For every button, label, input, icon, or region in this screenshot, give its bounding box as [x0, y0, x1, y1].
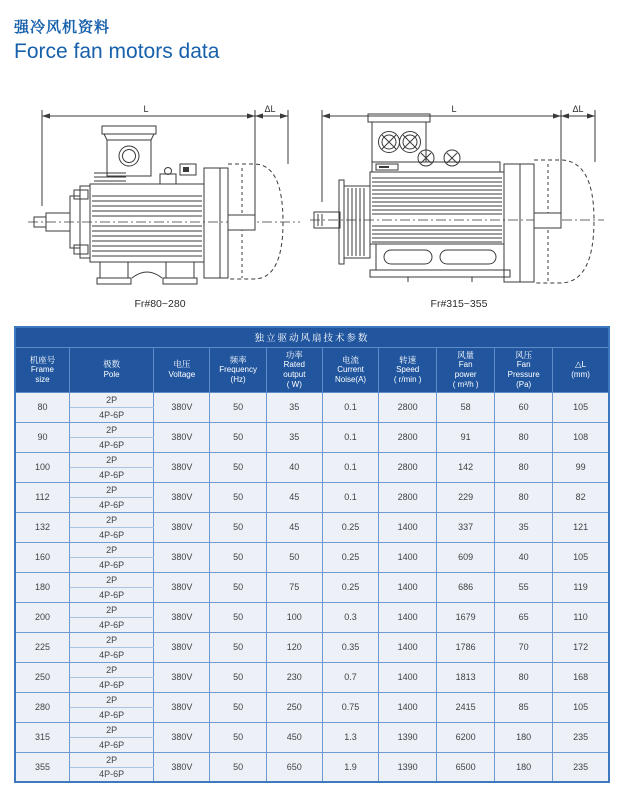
motor-outline-drawing-large-icon [308, 102, 610, 294]
cell-delta-l: 99 [553, 452, 609, 482]
cell-delta-l: 105 [553, 692, 609, 722]
cell-fan-pressure: 40 [495, 542, 553, 572]
cell-current: 0.75 [322, 692, 378, 722]
column-header-line: 频率 [229, 354, 247, 365]
column-header-line: 极数 [103, 359, 121, 370]
cell-fan-pressure: 85 [495, 692, 553, 722]
cell-frequency: 50 [210, 542, 266, 572]
cell-pole-4p6p: 4P-6P [69, 527, 153, 542]
cell-pole-4p6p: 4P-6P [69, 767, 153, 782]
cell-voltage: 380V [154, 512, 210, 542]
table-row-frame-225 [15, 632, 609, 647]
cell-speed: 1390 [379, 752, 437, 782]
column-header-frame [15, 347, 69, 392]
cell-frequency: 50 [210, 752, 266, 782]
cell-current: 0.25 [322, 572, 378, 602]
column-header-line: (Pa) [516, 379, 532, 389]
cell-fan-power: 91 [437, 422, 495, 452]
cell-fan-pressure: 70 [495, 632, 553, 662]
column-header-line: Frame [30, 365, 55, 375]
column-header-line: ( m³/h ) [452, 379, 479, 389]
column-header-line: Fan [458, 360, 473, 370]
cell-frame-size: 200 [15, 602, 69, 632]
cell-rated-output: 75 [266, 572, 322, 602]
cell-frequency: 50 [210, 452, 266, 482]
cell-frame-size: 80 [15, 392, 69, 422]
cell-pole-2p: 2P [69, 452, 153, 467]
cell-pole-2p: 2P [69, 662, 153, 677]
cell-delta-l: 105 [553, 392, 609, 422]
column-header-line: output [283, 370, 306, 380]
cell-delta-l: 82 [553, 482, 609, 512]
cell-fan-power: 2415 [437, 692, 495, 722]
cell-fan-power: 229 [437, 482, 495, 512]
cell-pole-2p: 2P [69, 512, 153, 527]
cell-fan-pressure: 180 [495, 752, 553, 782]
cell-voltage: 380V [154, 452, 210, 482]
cell-fan-power: 609 [437, 542, 495, 572]
cell-pole-2p: 2P [69, 392, 153, 407]
cell-pole-4p6p: 4P-6P [69, 647, 153, 662]
cell-fan-power: 6200 [437, 722, 495, 752]
cell-delta-l: 121 [553, 512, 609, 542]
cell-speed: 1400 [379, 602, 437, 632]
cell-voltage: 380V [154, 752, 210, 782]
cell-frame-size: 225 [15, 632, 69, 662]
table-row-frame-280 [15, 692, 609, 707]
cell-delta-l: 235 [553, 752, 609, 782]
cell-frame-size: 100 [15, 452, 69, 482]
cell-fan-power: 1813 [437, 662, 495, 692]
cell-pole-2p: 2P [69, 692, 153, 707]
cell-speed: 2800 [379, 392, 437, 422]
cell-rated-output: 45 [266, 482, 322, 512]
drawings-section [14, 102, 610, 310]
drawing-caption-small: Fr#80~280 [134, 298, 186, 310]
cell-frame-size: 315 [15, 722, 69, 752]
cell-current: 0.7 [322, 662, 378, 692]
cell-delta-l: 105 [553, 542, 609, 572]
motor-drawing-fr80-280 [14, 102, 306, 310]
cell-speed: 2800 [379, 482, 437, 512]
cell-current: 0.25 [322, 512, 378, 542]
column-header-line: 风量 [457, 349, 475, 360]
cell-rated-output: 50 [266, 542, 322, 572]
column-header-rated-output [266, 347, 322, 392]
column-header-current [322, 347, 378, 392]
column-header-line: 风压 [515, 349, 533, 360]
column-header-line: (Hz) [230, 374, 246, 384]
dim-label-delta-l: ΔL [264, 104, 276, 114]
cell-speed: 1400 [379, 512, 437, 542]
table-row-frame-180 [15, 572, 609, 587]
cell-pole-4p6p: 4P-6P [69, 497, 153, 512]
cell-delta-l: 108 [553, 422, 609, 452]
table-row-frame-250 [15, 662, 609, 677]
cell-voltage: 380V [154, 482, 210, 512]
cell-pole-4p6p: 4P-6P [69, 587, 153, 602]
cell-frequency: 50 [210, 512, 266, 542]
cell-pole-4p6p: 4P-6P [69, 707, 153, 722]
cell-fan-pressure: 65 [495, 602, 553, 632]
cell-pole-4p6p: 4P-6P [69, 677, 153, 692]
cell-fan-pressure: 60 [495, 392, 553, 422]
cell-pole-2p: 2P [69, 572, 153, 587]
cell-speed: 1390 [379, 722, 437, 752]
cell-speed: 1400 [379, 542, 437, 572]
cell-voltage: 380V [154, 692, 210, 722]
column-header-line: 机座号 [29, 354, 56, 365]
cell-pole-4p6p: 4P-6P [69, 407, 153, 422]
cell-delta-l: 119 [553, 572, 609, 602]
cell-delta-l: 168 [553, 662, 609, 692]
cell-speed: 2800 [379, 422, 437, 452]
cell-current: 0.1 [322, 392, 378, 422]
cell-fan-pressure: 80 [495, 452, 553, 482]
cell-rated-output: 100 [266, 602, 322, 632]
cell-pole-4p6p: 4P-6P [69, 557, 153, 572]
column-header-pole [69, 347, 153, 392]
cell-pole-2p: 2P [69, 422, 153, 437]
cell-current: 0.1 [322, 422, 378, 452]
column-header-line: Pole [103, 370, 120, 380]
cell-fan-pressure: 180 [495, 722, 553, 752]
column-header-line: ( W) [286, 379, 302, 389]
cell-frame-size: 250 [15, 662, 69, 692]
table-row-frame-90 [15, 422, 609, 437]
cell-voltage: 380V [154, 662, 210, 692]
cell-frame-size: 280 [15, 692, 69, 722]
cell-rated-output: 35 [266, 392, 322, 422]
table-row-frame-80 [15, 392, 609, 407]
dim-label-delta-l: ΔL [572, 104, 584, 114]
column-header-line: size [35, 374, 50, 384]
table-row-frame-132 [15, 512, 609, 527]
table-row-frame-355 [15, 752, 609, 767]
cell-fan-pressure: 55 [495, 572, 553, 602]
cell-fan-power: 686 [437, 572, 495, 602]
page-title-en: Force fan motors data [14, 40, 220, 63]
cell-pole-4p6p: 4P-6P [69, 437, 153, 452]
cell-fan-power: 58 [437, 392, 495, 422]
page-header [14, 16, 610, 64]
cell-voltage: 380V [154, 392, 210, 422]
cell-pole-2p: 2P [69, 632, 153, 647]
table-row-frame-112 [15, 482, 609, 497]
cell-current: 1.3 [322, 722, 378, 752]
cell-pole-2p: 2P [69, 752, 153, 767]
cell-frequency: 50 [210, 692, 266, 722]
cell-speed: 2800 [379, 452, 437, 482]
cell-voltage: 380V [154, 422, 210, 452]
cell-current: 0.1 [322, 452, 378, 482]
cell-voltage: 380V [154, 572, 210, 602]
cell-fan-power: 142 [437, 452, 495, 482]
dim-label-l: L [451, 104, 457, 114]
cell-pole-2p: 2P [69, 482, 153, 497]
column-header-line: Fan [516, 360, 531, 370]
cell-rated-output: 230 [266, 662, 322, 692]
fan-table-head [15, 327, 609, 392]
table-row-frame-315 [15, 722, 609, 737]
cell-current: 0.35 [322, 632, 378, 662]
cell-rated-output: 250 [266, 692, 322, 722]
cell-frame-size: 160 [15, 542, 69, 572]
column-header-line: power [454, 370, 477, 380]
cell-rated-output: 120 [266, 632, 322, 662]
cell-current: 0.1 [322, 482, 378, 512]
cell-frequency: 50 [210, 422, 266, 452]
column-header-line: Speed [396, 365, 420, 375]
column-header-fan-pressure [495, 347, 553, 392]
cell-voltage: 380V [154, 602, 210, 632]
column-header-delta-l [553, 347, 609, 392]
cell-frequency: 50 [210, 722, 266, 752]
cell-fan-pressure: 35 [495, 512, 553, 542]
cell-frequency: 50 [210, 392, 266, 422]
column-header-frequency [210, 347, 266, 392]
cell-voltage: 380V [154, 632, 210, 662]
column-header-speed [379, 347, 437, 392]
cell-rated-output: 35 [266, 422, 322, 452]
column-header-line: Frequency [219, 365, 257, 375]
cell-pole-2p: 2P [69, 542, 153, 557]
cell-delta-l: 172 [553, 632, 609, 662]
cell-rated-output: 650 [266, 752, 322, 782]
cell-fan-power: 1786 [437, 632, 495, 662]
column-header-line: (mm) [571, 370, 590, 380]
column-header-line: 功率 [285, 349, 303, 360]
cell-frame-size: 355 [15, 752, 69, 782]
cell-pole-4p6p: 4P-6P [69, 467, 153, 482]
cell-delta-l: 110 [553, 602, 609, 632]
cell-frequency: 50 [210, 662, 266, 692]
column-header-line: Noise(A) [334, 374, 367, 384]
page-title-zh: 强冷风机资料 [14, 19, 111, 36]
cell-current: 0.25 [322, 542, 378, 572]
cell-pole-2p: 2P [69, 602, 153, 617]
table-row-frame-200 [15, 602, 609, 617]
cell-fan-power: 6500 [437, 752, 495, 782]
cell-fan-pressure: 80 [495, 662, 553, 692]
table-row-frame-160 [15, 542, 609, 557]
motor-drawing-fr315-355 [308, 102, 610, 310]
column-header-line: ( r/min ) [393, 374, 422, 384]
column-header-line: 转速 [399, 354, 417, 365]
cell-frame-size: 112 [15, 482, 69, 512]
column-header-line: △L [574, 359, 587, 370]
cell-voltage: 380V [154, 542, 210, 572]
fan-table-body [15, 392, 609, 782]
cell-current: 1.9 [322, 752, 378, 782]
drawing-caption-large: Fr#315~355 [430, 298, 488, 310]
cell-fan-power: 1679 [437, 602, 495, 632]
column-header-fan-power [437, 347, 495, 392]
column-header-voltage [154, 347, 210, 392]
cell-speed: 1400 [379, 662, 437, 692]
dim-label-l: L [143, 104, 149, 114]
cell-frequency: 50 [210, 572, 266, 602]
cell-fan-pressure: 80 [495, 482, 553, 512]
motor-outline-drawing-small-icon [14, 102, 306, 294]
cell-speed: 1400 [379, 632, 437, 662]
cell-pole-2p: 2P [69, 722, 153, 737]
column-header-line: Rated [283, 360, 305, 370]
column-header-line: Current [337, 365, 364, 375]
fan-parameters-table [14, 326, 610, 783]
column-header-row [15, 347, 609, 392]
cell-delta-l: 235 [553, 722, 609, 752]
cell-speed: 1400 [379, 572, 437, 602]
cell-rated-output: 45 [266, 512, 322, 542]
cell-frame-size: 180 [15, 572, 69, 602]
cell-fan-pressure: 80 [495, 422, 553, 452]
cell-frame-size: 132 [15, 512, 69, 542]
cell-rated-output: 40 [266, 452, 322, 482]
cell-frequency: 50 [210, 482, 266, 512]
table-title: 独立驱动风扇技术参数 [15, 327, 609, 347]
cell-frame-size: 90 [15, 422, 69, 452]
cell-voltage: 380V [154, 722, 210, 752]
column-header-line: 电压 [173, 359, 191, 370]
cell-pole-4p6p: 4P-6P [69, 737, 153, 752]
cell-current: 0.3 [322, 602, 378, 632]
cell-fan-power: 337 [437, 512, 495, 542]
column-header-line: Pressure [507, 370, 540, 380]
cell-speed: 1400 [379, 692, 437, 722]
cell-rated-output: 450 [266, 722, 322, 752]
column-header-line: Voltage [168, 370, 196, 380]
cell-pole-4p6p: 4P-6P [69, 617, 153, 632]
cell-frequency: 50 [210, 632, 266, 662]
column-header-line: 电流 [342, 354, 360, 365]
table-row-frame-100 [15, 452, 609, 467]
table-title-row [15, 327, 609, 347]
cell-frequency: 50 [210, 602, 266, 632]
